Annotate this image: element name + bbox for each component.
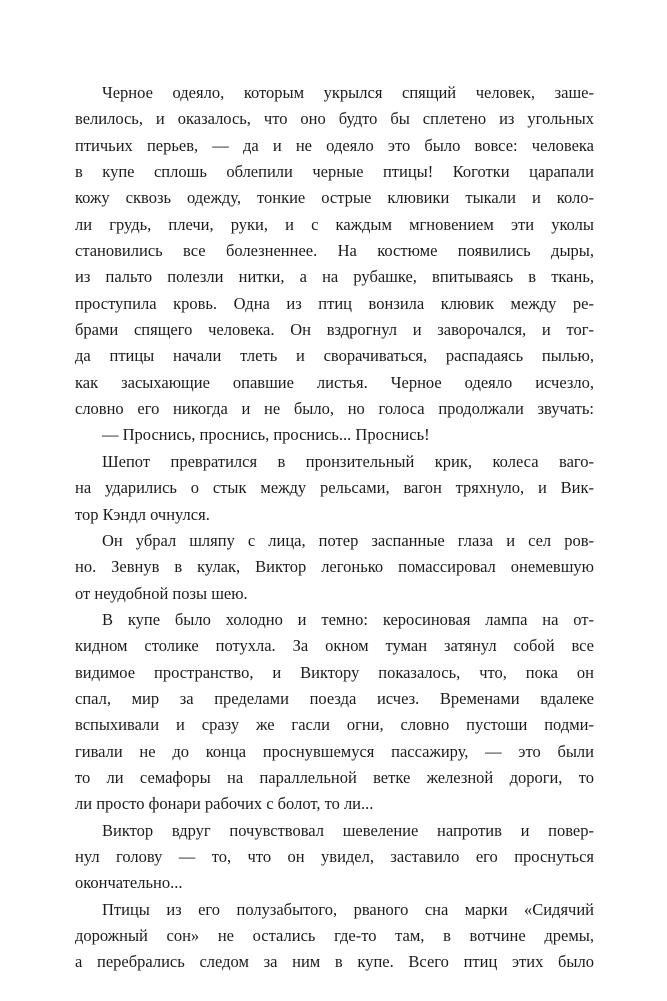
- text-line: а перебрались следом за ним в купе. Всего птиц этих было: [75, 952, 594, 972]
- text-line: брами спящего человека. Он вздрогнул и заворочался, и тог-: [75, 320, 594, 340]
- paragraph: [75, 607, 594, 818]
- text-line: птичьих перьев, — да и не одеяло это было вовсе: человека: [75, 135, 594, 155]
- paragraph: [75, 818, 594, 897]
- text-line: да птицы начали тлеть и сворачиваться, распадаясь пылью,: [75, 346, 594, 366]
- text-line: как засыхающие опавшие листья. Черное одеяло исчезло,: [75, 372, 594, 392]
- text-line: ли просто фонари рабочих с болот, то ли...: [75, 794, 374, 814]
- paragraph: [75, 897, 594, 976]
- text-line: видимое пространство, и Виктору показалось, что, пока он: [75, 662, 594, 682]
- text-line: кидном столике потухла. За окном туман затянул собой все: [75, 636, 594, 656]
- text-line: из пальто полезли нитки, а на рубашке, впитываясь в ткань,: [75, 267, 594, 287]
- paragraph: [75, 528, 594, 607]
- text-line: окончательно...: [75, 873, 183, 893]
- text-line: велилось, и оказалось, что оно будто бы сплетено из угольных: [75, 109, 594, 129]
- text-line: Он убрал шляпу с лица, потер заспанные глаза и сел ров-: [102, 530, 594, 550]
- paragraph: [75, 422, 594, 448]
- text-line: Шепот превратился в пронзительный крик, колеса ваго-: [102, 451, 594, 471]
- text-line: кожу сквозь одежду, тонкие острые клювики тыкали и коло-: [75, 188, 594, 208]
- text-line: Черное одеяло, которым укрылся спящий человек, заше-: [102, 83, 594, 102]
- text-line: дорожный сон» не остались где-то там, в вотчине дремы,: [75, 926, 594, 945]
- text-block: [75, 80, 594, 976]
- text-line: В купе было холодно и темно: керосиновая лампа на от-: [102, 609, 594, 629]
- text-line: от неудобной позы шею.: [75, 583, 248, 603]
- text-line: на ударились о стык между рельсами, вагон тряхнуло, и Вик-: [75, 478, 594, 498]
- text-line: в купе сплошь облепили черные птицы! Коготки царапали: [75, 162, 594, 182]
- text-line: гивали не до конца проснувшемуся пассажиру, — это были: [75, 741, 594, 761]
- paragraph: [75, 449, 594, 528]
- text-line: но. Зевнув в кулак, Виктор легонько помассировал онемевшую: [75, 557, 594, 577]
- text-line: нул голову — то, что он увидел, заставило его проснуться: [75, 846, 594, 866]
- text-line: спал, мир за пределами поезда исчез. Временами вдалеке: [75, 688, 594, 708]
- text-line: то ли семафоры на параллельной ветке железной дороги, то: [75, 767, 594, 787]
- paragraph: [75, 80, 594, 422]
- text-line: становились все болезненнее. На костюме появились дыры,: [75, 241, 594, 261]
- text-line: словно его никогда и не было, но голоса продолжали звучать:: [75, 399, 594, 419]
- text-line: тор Кэндл очнулся.: [75, 504, 210, 524]
- text-line: — Проснись, проснись, проснись... Проснись!: [102, 425, 430, 445]
- text-line: Виктор вдруг почувствовал шевеление напротив и повер-: [102, 820, 594, 840]
- text-line: проступила кровь. Одна из птиц вонзила клювик между ре-: [75, 293, 594, 313]
- text-line: вспыхивали и сразу же гасли огни, словно пустоши подми-: [75, 715, 594, 735]
- text-line: Птицы из его полузабытого, рваного сна марки «Сидячий: [102, 899, 594, 919]
- text-line: ли грудь, плечи, руки, и с каждым мгновением эти уколы: [75, 214, 594, 234]
